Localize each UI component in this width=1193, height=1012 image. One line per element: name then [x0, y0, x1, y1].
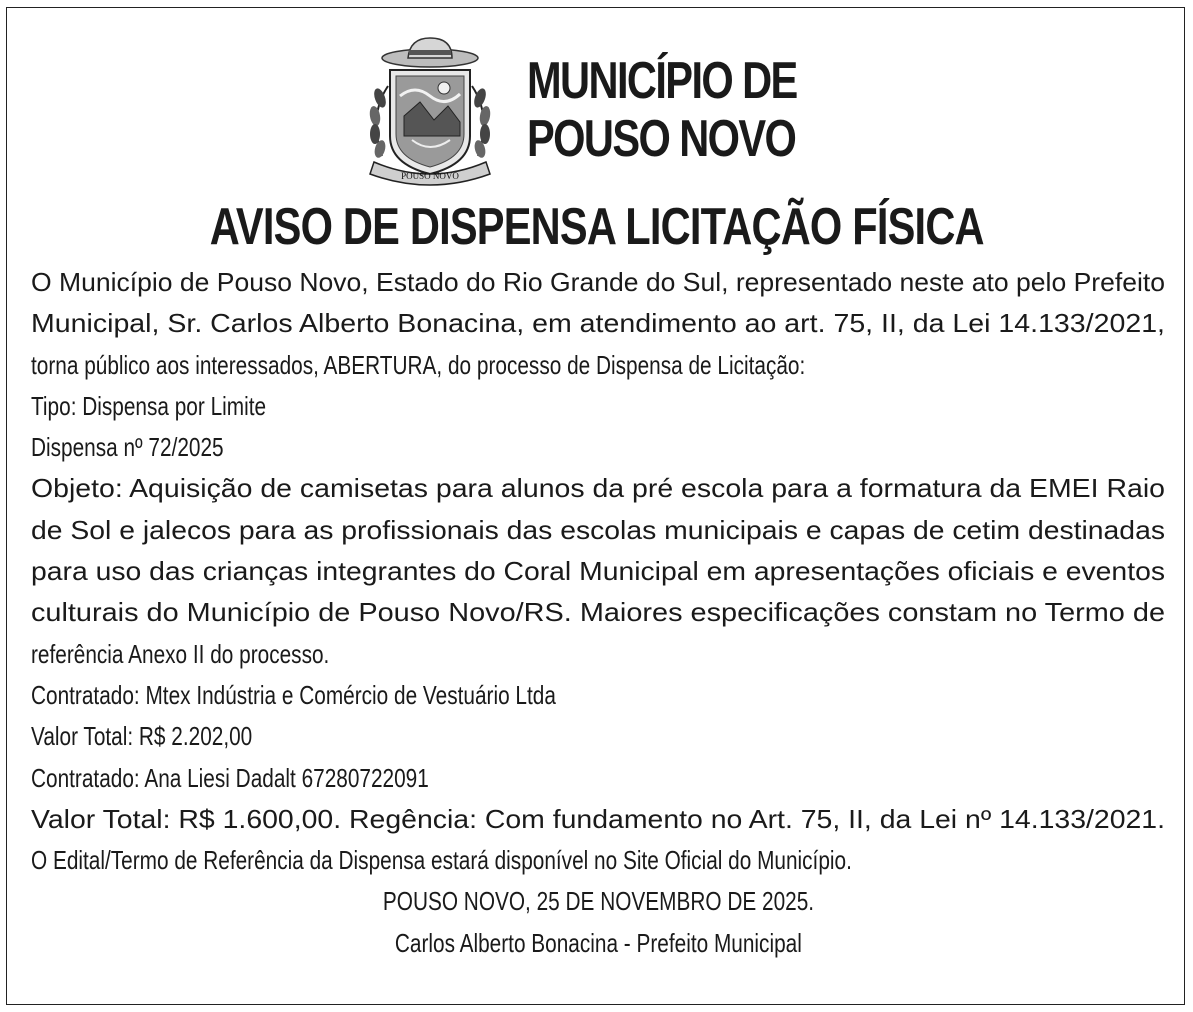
contratado-1-line: Contratado: Mtex Indústria e Comércio de Vestuário Ltda [31, 679, 556, 710]
contratado-2-line: Contratado: Ana Liesi Dadalt 67280722091 [31, 762, 429, 793]
signature-line: Carlos Alberto Bonacina - Prefeito Municipal [394, 927, 802, 958]
notice-title [0, 196, 1193, 258]
objeto-line-1: Objeto: Aquisição de camisetas para alunos da pré escola para a formatura da EMEI Raio [31, 473, 1165, 504]
intro-line-3: torna público aos interessados, ABERTURA, do processo de Dispensa de Licitação: [31, 349, 806, 380]
place-date-line: POUSO NOVO, 25 DE NOVEMBRO DE 2025. [382, 886, 814, 917]
notice-title-text: AVISO DE DISPENSA LICITAÇÃO FÍSICA [209, 198, 984, 256]
intro-line-1: O Município de Pouso Novo, Estado do Rio Grande do Sul, representado neste ato pelo Prefeito [31, 267, 1166, 297]
valor-2-regencia-line: Valor Total: R$ 1.600,00. Regência: Com fundamento no Art. 75, II, da Lei nº 14.133/2021. [31, 803, 1165, 834]
intro-line-2: Municipal, Sr. Carlos Alberto Bonacina, em atendimento ao art. 75, II, da Lei 14.133/2021, [31, 308, 1165, 339]
objeto-line-2: de Sol e jalecos para as profissionais das escolas municipais e capas de cetim destinadas [31, 514, 1165, 545]
tipo-line: Tipo: Dispensa por Limite [31, 390, 267, 421]
municipality-title [527, 52, 797, 168]
objeto-line-4: culturais do Município de Pouso Novo/RS. Maiores especificações constam no Termo de [31, 597, 1165, 628]
municipality-title-line2: POUSO NOVO [527, 110, 796, 168]
edital-line: O Edital/Termo de Referência da Dispensa estará disponível no Site Oficial do Município. [31, 845, 852, 876]
crest-ribbon-text: POUSO NOVO [401, 171, 459, 181]
dispensa-number-line: Dispensa nº 72/2025 [31, 432, 224, 463]
municipality-title-line1: MUNICÍPIO DE [527, 52, 797, 110]
notice-body [31, 262, 1165, 964]
crest-container [360, 36, 496, 186]
municipal-crest-logo [360, 36, 496, 186]
objeto-line-3: para uso das crianças integrantes do Coral Municipal em apresentações oficiais e eventos [31, 556, 1165, 587]
objeto-line-5: referência Anexo II do processo. [31, 638, 330, 669]
valor-1-line: Valor Total: R$ 2.202,00 [31, 721, 253, 752]
